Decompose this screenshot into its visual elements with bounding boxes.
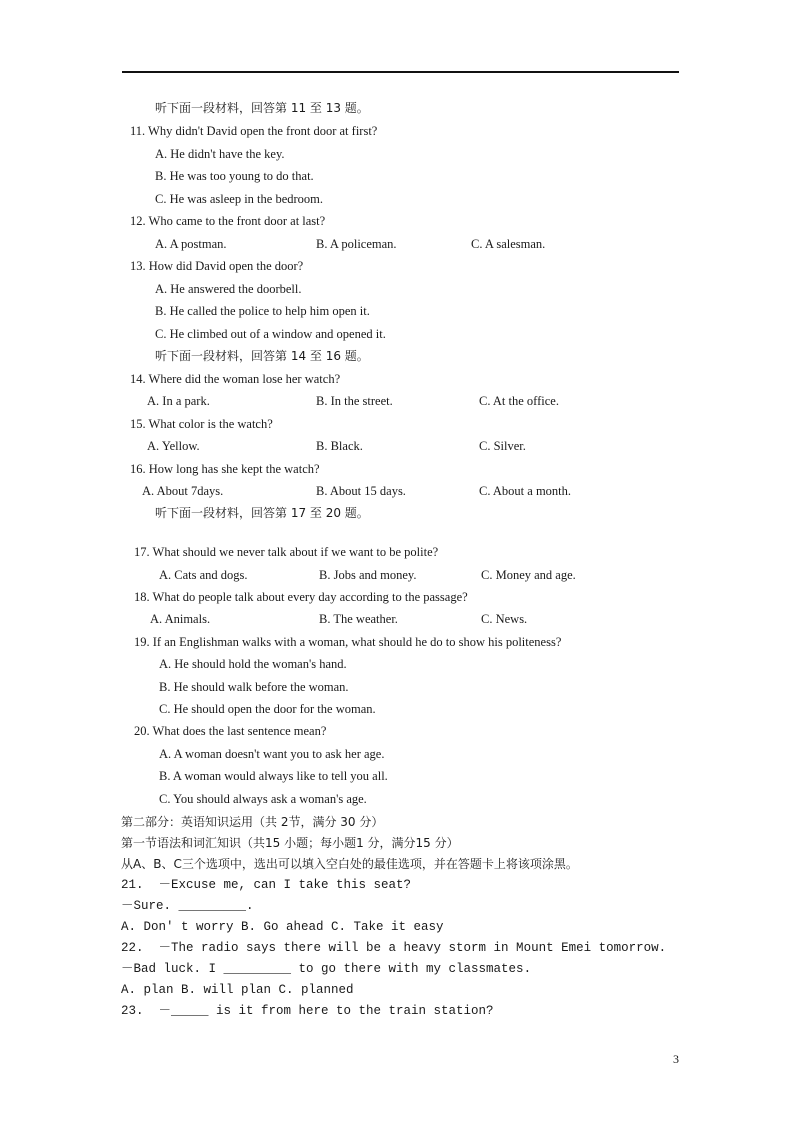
q19-option-b: B. He should walk before the woman.	[159, 680, 349, 694]
q12-option-b: B. A policeman.	[316, 237, 397, 251]
q11-option-c: C. He was asleep in the bedroom.	[155, 192, 324, 206]
question-22: 22. －The radio says there will be a heavy storm in Mount Emei tomorrow.	[121, 941, 667, 955]
q14-option-c: C. At the office.	[479, 394, 559, 408]
q17-option-c: C. Money and age.	[481, 568, 576, 582]
question-14: 14. Where did the woman lose her watch?	[130, 372, 341, 386]
q12-option-c: C. A salesman.	[471, 237, 546, 251]
q19-option-a: A. He should hold the woman's hand.	[159, 657, 347, 671]
q18-option-c: C. News.	[481, 612, 528, 626]
question-20: 20. What does the last sentence mean?	[134, 724, 327, 738]
q15-option-c: C. Silver.	[479, 439, 526, 453]
question-16: 16. How long has she kept the watch?	[130, 462, 320, 476]
q13-option-b: B. He called the police to help him open it.	[155, 304, 370, 318]
q12-option-a: A. A postman.	[155, 237, 227, 251]
q18-option-b: B. The weather.	[319, 612, 398, 626]
question-18: 18. What do people talk about every day according to the passage?	[134, 590, 468, 604]
q16-option-c: C. About a month.	[479, 484, 572, 498]
q18-option-a: A. Animals.	[150, 612, 211, 626]
q14-option-b: B. In the street.	[316, 394, 393, 408]
q20-option-c: C. You should always ask a woman's age.	[159, 792, 367, 806]
part2-section1-title: 第一节语法和词汇知识（共15 小题；每小题1 分，满分15 分）	[121, 836, 459, 850]
q14-option-a: A. In a park.	[147, 394, 210, 408]
question-19: 19. If an Englishman walks with a woman, what should he do to show his politeness?	[134, 635, 562, 649]
q19-option-c: C. He should open the door for the woman.	[159, 702, 376, 716]
question-12: 12. Who came to the front door at last?	[130, 214, 326, 228]
q17-option-a: A. Cats and dogs.	[159, 568, 248, 582]
question-23: 23. －_____ is it from here to the train station?	[121, 1004, 494, 1018]
q22-response: －Bad luck. I _________ to go there with my classmates.	[121, 962, 532, 976]
q13-option-c: C. He climbed out of a window and opened it.	[155, 327, 386, 341]
page-number: 3	[673, 1052, 679, 1066]
section-instruction-17-20: 听下面一段材料，回答第 17 至 20 题。	[155, 506, 369, 520]
q17-option-b: B. Jobs and money.	[319, 568, 417, 582]
q16-option-a: A. About 7days.	[142, 484, 224, 498]
q11-option-b: B. He was too young to do that.	[155, 169, 314, 183]
question-15: 15. What color is the watch?	[130, 417, 273, 431]
q13-option-a: A. He answered the doorbell.	[155, 282, 302, 296]
part2-instruction: 从A、B、C三个选项中，选出可以填入空白处的最佳选项，并在答题卡上将该项涂黑。	[121, 857, 578, 871]
question-13: 13. How did David open the door?	[130, 259, 304, 273]
q15-option-b: B. Black.	[316, 439, 363, 453]
q11-option-a: A. He didn't have the key.	[155, 147, 285, 161]
section-instruction-11-13: 听下面一段材料，回答第 11 至 13 题。	[155, 101, 369, 115]
q21-options: A. Don' t worry B. Go ahead C. Take it easy	[121, 920, 444, 934]
q20-option-a: A. A woman doesn't want you to ask her age.	[159, 747, 385, 761]
question-11: 11. Why didn't David open the front door at first?	[130, 124, 378, 138]
header-rule	[122, 71, 679, 73]
q21-response: －Sure. _________.	[121, 899, 254, 913]
question-17: 17. What should we never talk about if we want to be polite?	[134, 545, 439, 559]
part2-title: 第二部分：英语知识运用（共 2节，满分 30 分）	[121, 815, 384, 829]
q22-options: A. plan B. will plan C. planned	[121, 983, 354, 997]
q15-option-a: A. Yellow.	[147, 439, 200, 453]
question-21: 21. －Excuse me, can I take this seat?	[121, 878, 412, 892]
q20-option-b: B. A woman would always like to tell you all.	[159, 769, 388, 783]
q16-option-b: B. About 15 days.	[316, 484, 406, 498]
section-instruction-14-16: 听下面一段材料，回答第 14 至 16 题。	[155, 349, 369, 363]
